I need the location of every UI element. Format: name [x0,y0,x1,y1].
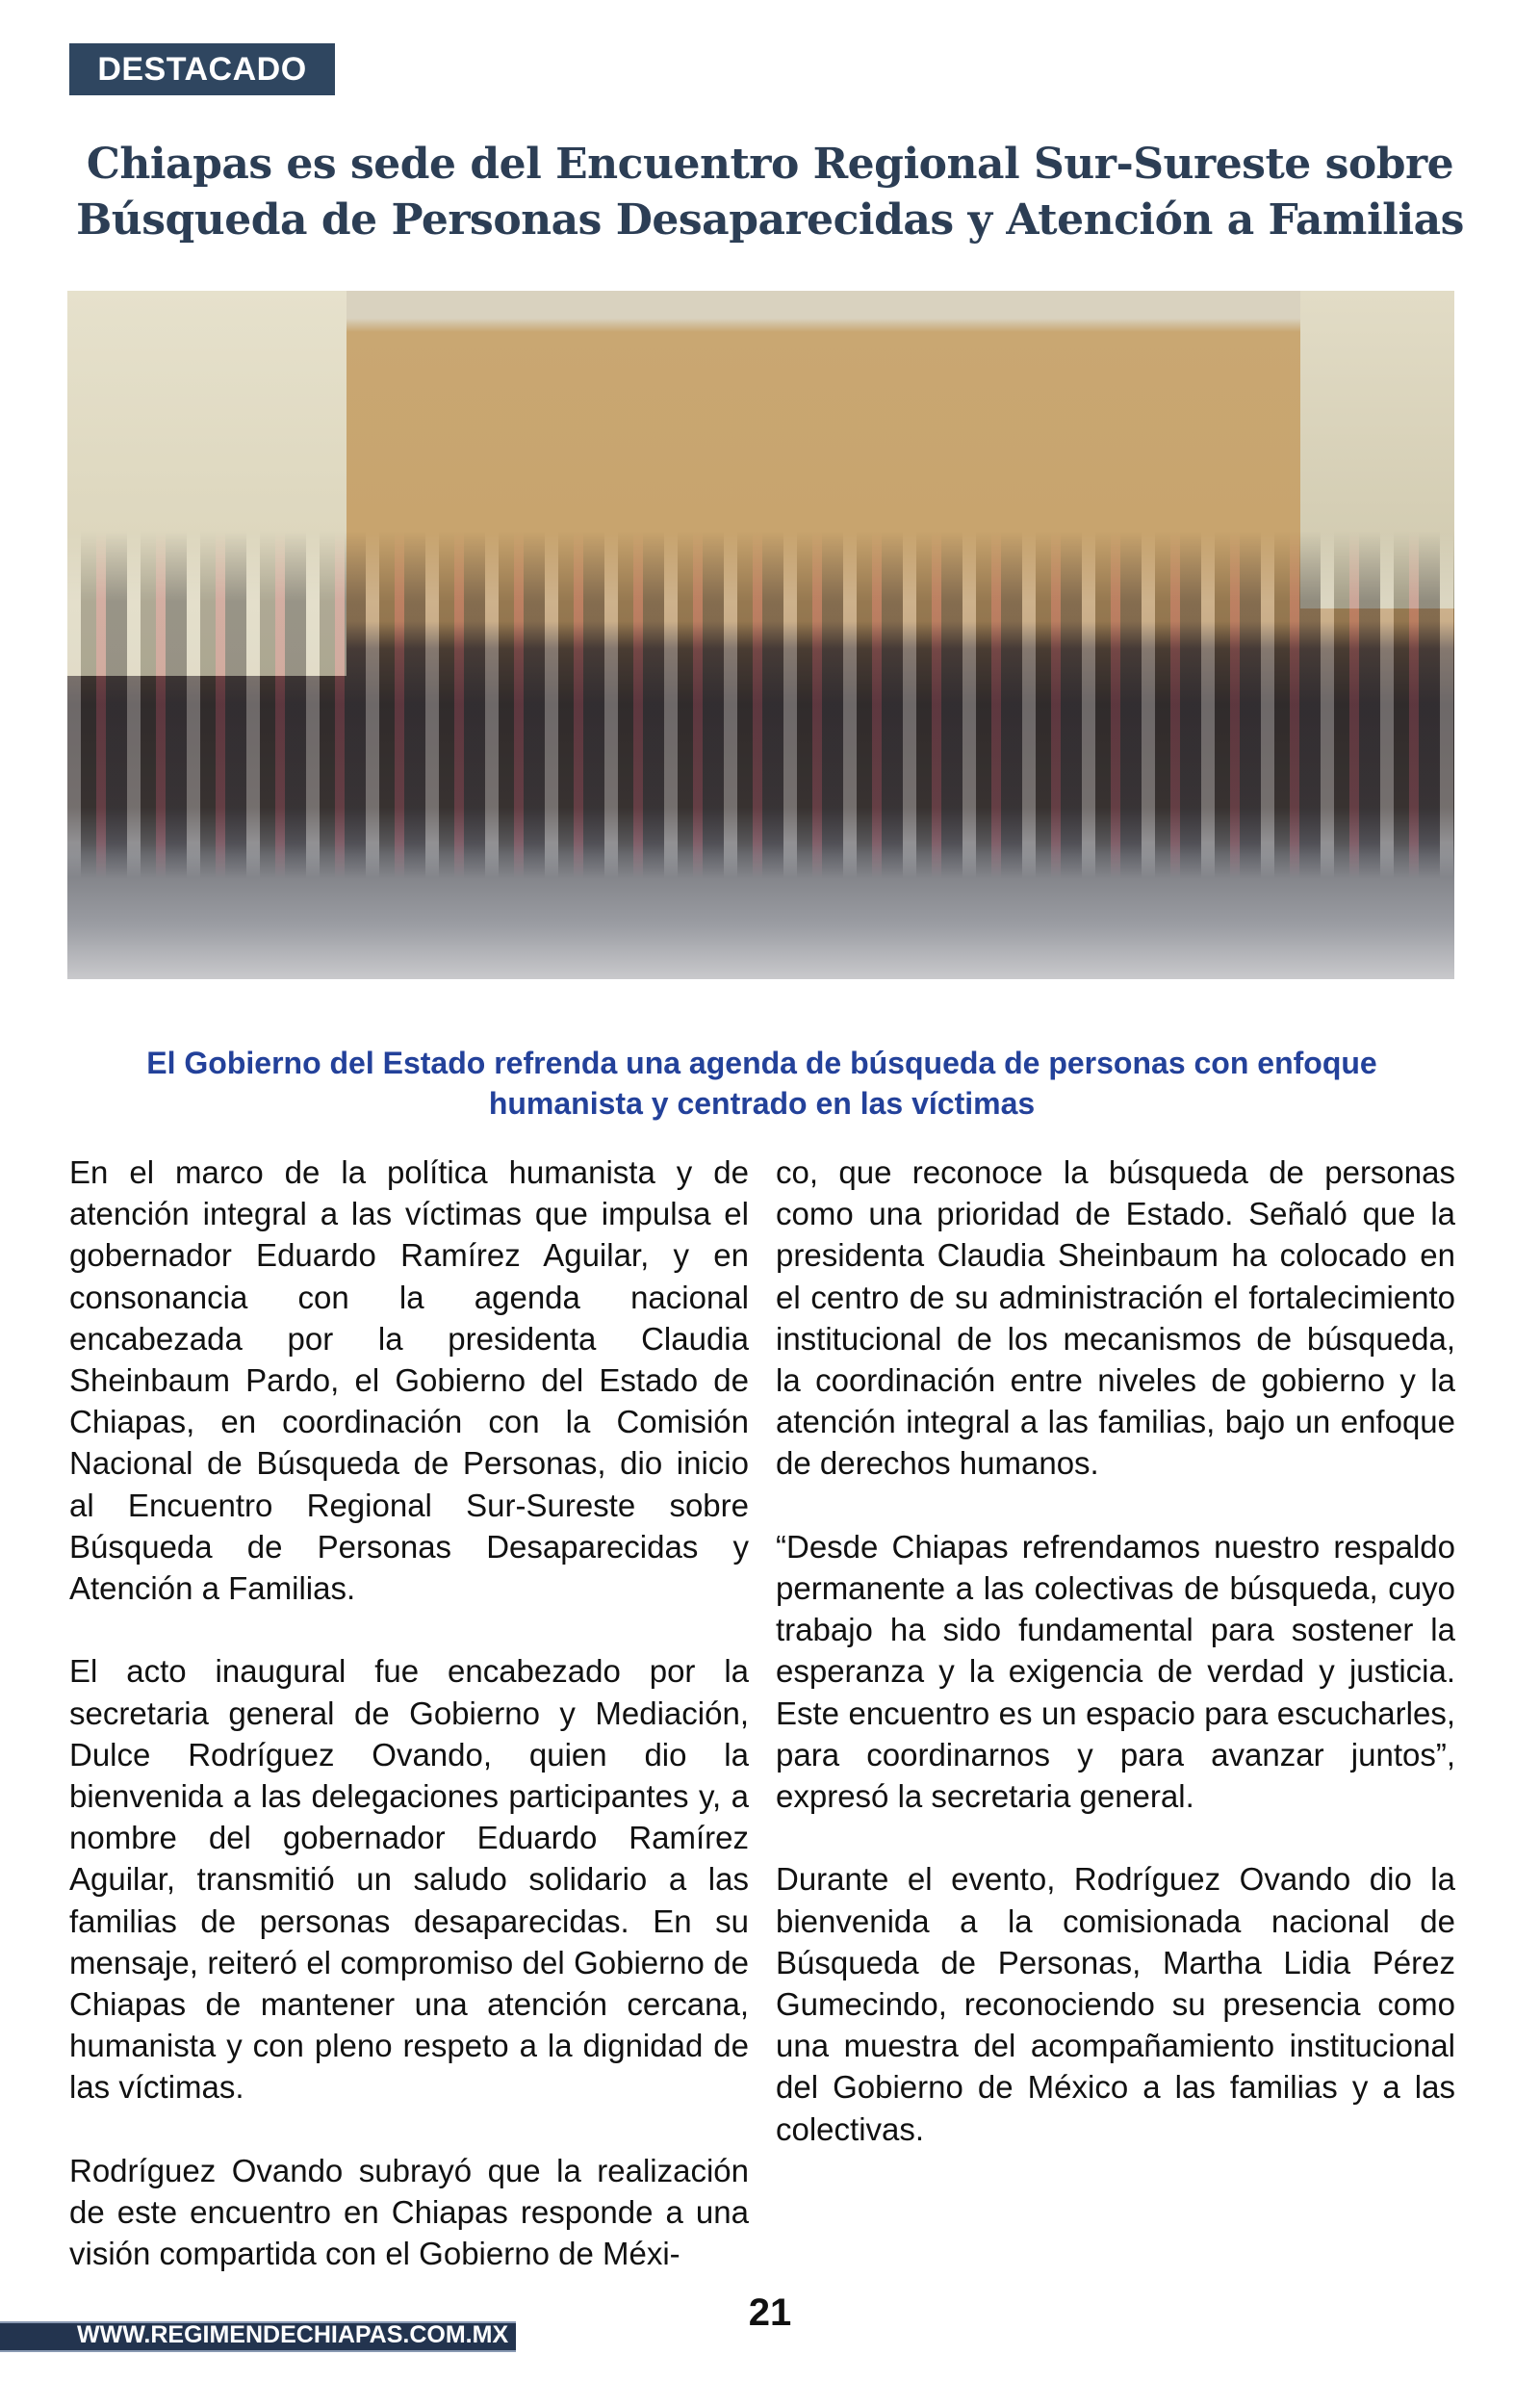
section-badge: DESTACADO [69,43,335,95]
website-url[interactable]: WWW.REGIMENDECHIAPAS.COM.MX [77,2321,509,2348]
page-number: 21 [748,2291,792,2334]
article-column-left [69,1152,749,2316]
paragraph: “Desde Chiapas refrendamos nuestro respaldo permanente a las colectivas de búsqueda, cuyo trabajo ha sido fundamental para sostener la esperanza y la exigencia de verdad y justicia. Este encuentro es un espacio para escucharles, para coordinarnos y para avanzar juntos”, expresó la secretaria general. [776,1528,1455,1815]
paragraph: Rodríguez Ovando subrayó que la realización de este encuentro en Chiapas responde a una visión compartida con el Gobierno de Méxi- [69,2152,749,2272]
article-subtitle: El Gobierno del Estado refrenda una agenda de búsqueda de personas con enfoque humanista y centrado en las víctimas [146,1046,1377,1121]
paragraph: En el marco de la política humanista y de atención integral a las víctimas que impulsa el gobernador Eduardo Ramírez Aguilar, y en consonancia con la agenda nacional encabezada por la presidenta Claudia Sheinbaum Pardo, el Gobierno del Estado de Chiapas, en coordinación con la Comisión Nacional de Búsqueda de Personas, dio inicio al Encuentro Regional Sur-Sureste sobre Búsqueda de Personas Desaparecidas y Atención a Familias. [69,1154,749,1607]
paragraph: co, que reconoce la búsqueda de personas como una prioridad de Estado. Señaló que la presidenta Claudia Sheinbaum ha colocado en el centro de su administración el fortalecimiento institucional de los mecanismos de búsqueda, la coordinación entre niveles de gobierno y la atención integral a las familias, bajo un enfoque de derechos humanos. [776,1154,1455,1482]
photo-crowd [67,531,1454,878]
article-title: Chiapas es sede del Encuentro Regional Sur-Sureste sobre Búsqueda de Personas Desaparecidas y Atención a Familias [76,140,1464,245]
paragraph: Durante el evento, Rodríguez Ovando dio la bienvenida a la comisionada nacional de Búsqueda de Personas, Martha Lidia Pérez Gumecindo, reconociendo su presencia como una muestra del acompañamiento institucional del Gobierno de México a las familias y a las colectivas. [776,1861,1455,2147]
paragraph: El acto inaugural fue encabezado por la secretaria general de Gobierno y Mediación, Dulce Rodríguez Ovando, quien dio la bienvenida a las delegaciones participantes y, a nombre del gobernador Eduardo Ramírez Aguilar, transmitió un saludo solidario a las familias de personas desaparecidas. En su mensaje, reiteró el compromiso del Gobierno de Chiapas de mantener una atención cercana, humanista y con pleno respeto a la dignidad de las víctimas. [69,1653,749,2106]
event-group-photo [67,291,1454,979]
article-column-right [776,1152,1455,2191]
